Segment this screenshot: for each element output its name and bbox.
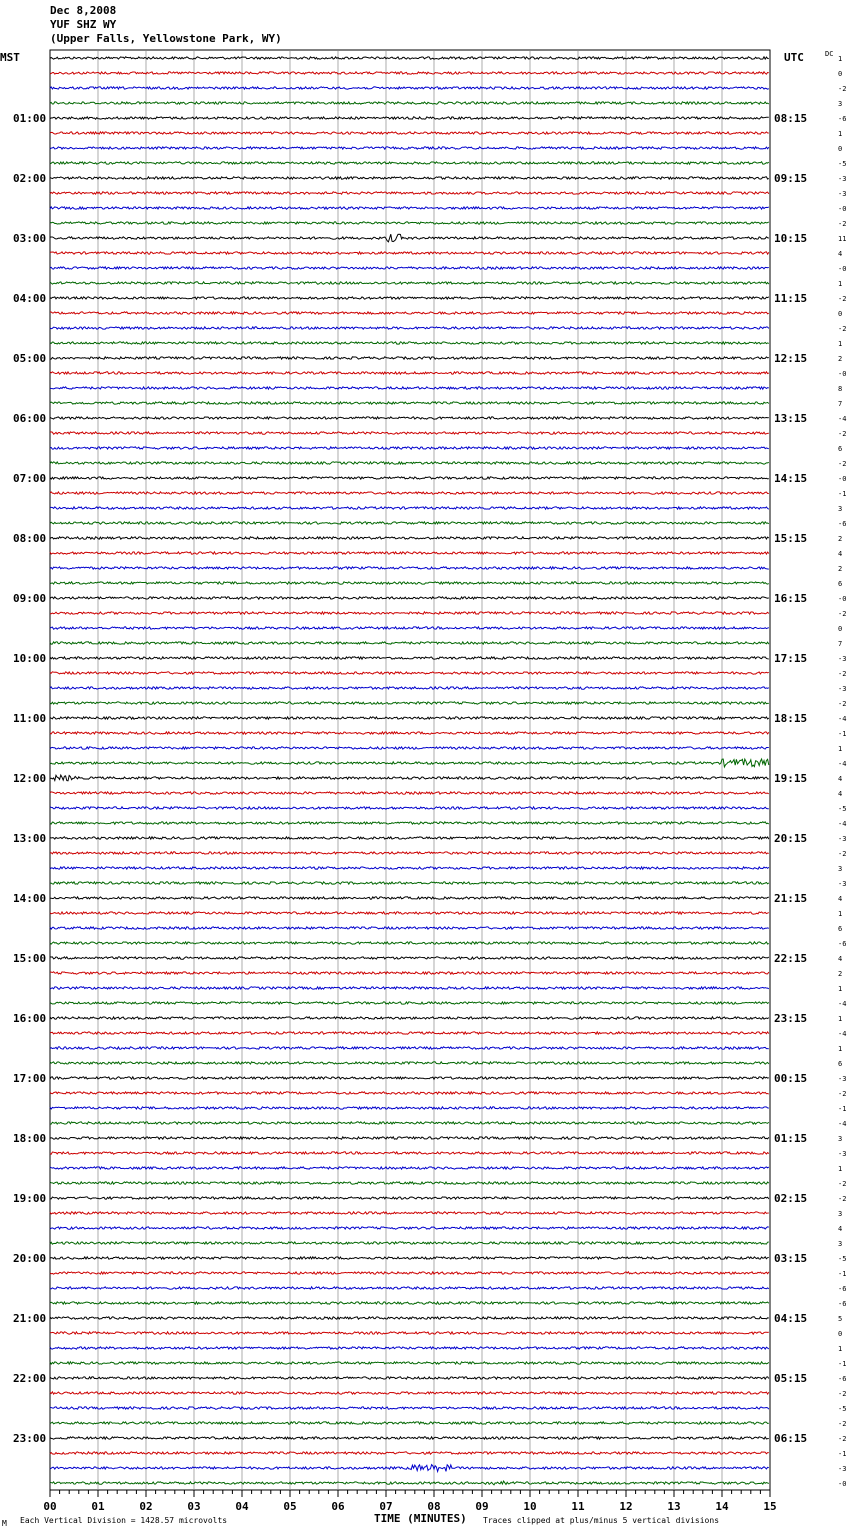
trace-row — [50, 672, 769, 674]
header-location: (Upper Falls, Yellowstone Park, WY) — [50, 32, 282, 45]
trace-row — [50, 267, 769, 269]
left-hour-label: 18:00 — [13, 1132, 47, 1145]
trace-row — [50, 1392, 769, 1394]
dc-offset-label: 3 — [838, 1135, 843, 1143]
left-hour-label: 06:00 — [13, 412, 47, 425]
dc-offset-label: -4 — [838, 820, 847, 828]
dc-offset-label: -6 — [838, 1285, 847, 1293]
dc-offset-label: 0 — [838, 1330, 843, 1338]
dc-offset-label: -3 — [838, 175, 847, 183]
right-hour-label: 17:15 — [774, 652, 808, 665]
trace-row — [50, 927, 769, 929]
dc-offset-label: -2 — [838, 850, 847, 858]
trace-row — [50, 1407, 769, 1409]
trace-row — [50, 234, 769, 242]
trace-row — [50, 1062, 769, 1064]
left-hour-label: 20:00 — [13, 1252, 47, 1265]
dc-offset-label: -5 — [838, 1405, 847, 1413]
left-hour-label: 22:00 — [13, 1372, 47, 1385]
trace-row — [50, 522, 769, 524]
trace-row — [50, 1272, 769, 1274]
dc-offset-label: -2 — [838, 295, 847, 303]
right-hour-label: 08:15 — [774, 112, 808, 125]
header-station: YUF SHZ WY — [50, 18, 117, 31]
dc-offset-label: -2 — [838, 85, 847, 93]
dc-offset-label: 2 — [838, 355, 843, 363]
trace-row — [50, 447, 769, 449]
left-hour-label: 14:00 — [13, 892, 47, 905]
x-tick-label: 01 — [91, 1500, 105, 1513]
trace-row — [50, 1302, 769, 1304]
dc-offset-label: 1 — [838, 1015, 843, 1023]
x-tick-label: 15 — [763, 1500, 777, 1513]
dc-offset-label: -0 — [838, 475, 847, 483]
left-hour-label: 23:00 — [13, 1432, 47, 1445]
left-hour-label: 16:00 — [13, 1012, 47, 1025]
x-tick-label: 06 — [331, 1500, 345, 1513]
trace-row — [50, 717, 769, 719]
right-hour-label: 18:15 — [774, 712, 808, 725]
trace-row — [50, 1257, 769, 1259]
trace-row — [50, 252, 769, 254]
x-tick-label: 10 — [523, 1500, 537, 1513]
trace-row — [50, 1047, 769, 1049]
corner-mark: M — [2, 1519, 7, 1528]
trace-row — [50, 1347, 769, 1349]
trace-row — [50, 1287, 769, 1289]
trace-row — [50, 372, 769, 374]
left-hour-label: 05:00 — [13, 352, 47, 365]
trace-row — [50, 732, 769, 734]
dc-offset-label: 3 — [838, 1210, 843, 1218]
dc-offset-label: 7 — [838, 400, 843, 408]
left-hour-label: 08:00 — [13, 532, 47, 545]
trace-row — [50, 747, 769, 749]
trace-row — [50, 132, 769, 134]
dc-offset-label: -0 — [838, 595, 847, 603]
dc-offset-label: 4 — [838, 550, 843, 558]
left-hour-label: 04:00 — [13, 292, 47, 305]
dc-offset-label: -3 — [838, 835, 847, 843]
trace-row — [50, 1122, 769, 1124]
left-zone-label: MST — [0, 51, 20, 64]
dc-offset-label: -2 — [838, 1180, 847, 1188]
x-tick-label: 08 — [427, 1500, 441, 1513]
dc-offset-label: -2 — [838, 700, 847, 708]
dc-offset-label: -4 — [838, 415, 847, 423]
trace-row — [50, 837, 769, 839]
dc-offset-label: -4 — [838, 1000, 847, 1008]
x-tick-label: 14 — [715, 1500, 729, 1513]
trace-row — [50, 1227, 769, 1229]
clip-note: Traces clipped at plus/minus 5 vertical divisions — [483, 1516, 720, 1525]
left-hour-label: 12:00 — [13, 772, 47, 785]
right-hour-label: 04:15 — [774, 1312, 808, 1325]
left-hour-label: 10:00 — [13, 652, 47, 665]
dc-offset-label: 5 — [838, 1315, 843, 1323]
trace-row — [50, 1002, 769, 1004]
dc-offset-label: 0 — [838, 310, 843, 318]
trace-row — [50, 387, 769, 389]
trace-row — [50, 702, 769, 704]
dc-offset-label: 0 — [838, 70, 843, 78]
trace-row — [50, 312, 769, 314]
dc-offset-label: 4 — [838, 955, 843, 963]
trace-row — [50, 192, 769, 194]
trace-row — [50, 57, 769, 59]
dc-offset-label: 3 — [838, 505, 843, 513]
dc-offset-label: 4 — [838, 775, 843, 783]
trace-row — [50, 582, 769, 584]
left-hour-label: 21:00 — [13, 1312, 47, 1325]
trace-row — [50, 177, 769, 179]
dc-offset-label: 4 — [838, 790, 843, 798]
dc-offset-label: -2 — [838, 1420, 847, 1428]
trace-row — [50, 432, 769, 434]
right-hour-label: 11:15 — [774, 292, 808, 305]
dc-offset-label: -6 — [838, 1375, 847, 1383]
x-tick-label: 11 — [571, 1500, 585, 1513]
dc-offset-label: -3 — [838, 190, 847, 198]
dc-offset-label: 8 — [838, 385, 843, 393]
trace-row — [50, 1317, 769, 1319]
right-hour-label: 12:15 — [774, 352, 808, 365]
right-hour-label: 01:15 — [774, 1132, 808, 1145]
right-hour-label: 03:15 — [774, 1252, 808, 1265]
trace-row — [50, 1242, 769, 1244]
right-hour-label: 00:15 — [774, 1072, 808, 1085]
dc-offset-label: -3 — [838, 1075, 847, 1083]
x-tick-label: 12 — [619, 1500, 633, 1513]
left-hour-label: 09:00 — [13, 592, 47, 605]
trace-row — [50, 1437, 769, 1439]
dc-offset-label: -6 — [838, 940, 847, 948]
right-hour-label: 13:15 — [774, 412, 808, 425]
trace-row — [50, 567, 769, 569]
x-axis-label: TIME (MINUTES) — [374, 1512, 467, 1525]
dc-offset-label: -3 — [838, 1465, 847, 1473]
trace-row — [50, 1152, 769, 1154]
right-hour-label: 14:15 — [774, 472, 808, 485]
dc-offset-label: -5 — [838, 805, 847, 813]
right-hour-label: 16:15 — [774, 592, 808, 605]
dc-offset-label: -5 — [838, 1255, 847, 1263]
x-tick-label: 09 — [475, 1500, 489, 1513]
dc-offset-label: -3 — [838, 655, 847, 663]
x-tick-label: 05 — [283, 1500, 297, 1513]
right-hour-label: 02:15 — [774, 1192, 808, 1205]
right-hour-label: 10:15 — [774, 232, 808, 245]
dc-offset-label: 7 — [838, 640, 843, 648]
dc-offset-label: -4 — [838, 1030, 847, 1038]
trace-row — [50, 1362, 769, 1364]
dc-offset-label: 6 — [838, 580, 843, 588]
trace-row — [50, 1167, 769, 1169]
dc-offset-label: -1 — [838, 490, 847, 498]
dc-offset-label: -2 — [838, 1390, 847, 1398]
trace-row — [50, 102, 769, 104]
dc-offset-label: -6 — [838, 520, 847, 528]
trace-row — [50, 1212, 769, 1214]
trace-row — [50, 867, 769, 869]
dc-offset-label: -2 — [838, 430, 847, 438]
trace-row — [50, 1017, 769, 1019]
right-hour-label: 23:15 — [774, 1012, 808, 1025]
dc-offset-label: 2 — [838, 535, 843, 543]
trace-row — [50, 1452, 769, 1454]
trace-row — [50, 1077, 769, 1079]
dc-offset-label: 1 — [838, 55, 843, 63]
right-zone-label: UTC — [784, 51, 804, 64]
dc-offset-label: -2 — [838, 325, 847, 333]
trace-row — [50, 597, 769, 599]
trace-row — [50, 1197, 769, 1199]
left-hour-label: 03:00 — [13, 232, 47, 245]
dc-offset-label: -1 — [838, 1270, 847, 1278]
trace-row — [50, 792, 769, 794]
trace-row — [50, 657, 769, 659]
trace-row — [50, 282, 769, 284]
dc-offset-label: 4 — [838, 1225, 843, 1233]
dc-offset-label: -2 — [838, 1195, 847, 1203]
trace-row — [50, 207, 769, 209]
dc-offset-label: 1 — [838, 1345, 843, 1353]
right-hour-label: 05:15 — [774, 1372, 808, 1385]
dc-offset-label: 1 — [838, 985, 843, 993]
dc-offset-label: 1 — [838, 1165, 843, 1173]
dc-offset-label: 1 — [838, 130, 843, 138]
dc-offset-label: -2 — [838, 610, 847, 618]
trace-row — [50, 1182, 769, 1184]
trace-row — [50, 357, 769, 359]
trace-row — [50, 897, 769, 899]
dc-offset-label: -0 — [838, 265, 847, 273]
dc-offset-label: 3 — [838, 100, 843, 108]
trace-row — [50, 687, 769, 689]
trace-row — [50, 957, 769, 959]
dc-offset-label: -2 — [838, 1090, 847, 1098]
trace-row — [50, 1377, 769, 1379]
dc-offset-label: -1 — [838, 730, 847, 738]
left-hour-label: 17:00 — [13, 1072, 47, 1085]
trace-row — [50, 117, 769, 119]
trace-row — [50, 882, 769, 884]
dc-offset-label: 3 — [838, 865, 843, 873]
dc-offset-label: -1 — [838, 1450, 847, 1458]
trace-row — [50, 1422, 769, 1424]
trace-row — [50, 807, 769, 809]
dc-offset-label: 1 — [838, 280, 843, 288]
trace-row — [50, 477, 769, 479]
trace-row — [50, 642, 769, 644]
dc-offset-label: -3 — [838, 1150, 847, 1158]
trace-row — [50, 87, 769, 89]
trace-row — [50, 327, 769, 329]
right-hour-label: 19:15 — [774, 772, 808, 785]
dc-offset-label: 4 — [838, 250, 843, 258]
right-hour-label: 06:15 — [774, 1432, 808, 1445]
trace-row — [50, 942, 769, 944]
dc-offset-label: -4 — [838, 1120, 847, 1128]
trace-row — [50, 1032, 769, 1034]
trace-row — [50, 1481, 769, 1485]
dc-offset-label: -0 — [838, 205, 847, 213]
trace-row — [50, 417, 769, 419]
trace-row — [50, 552, 769, 554]
trace-row — [50, 492, 769, 494]
right-hour-label: 20:15 — [774, 832, 808, 845]
trace-row — [50, 507, 769, 509]
dc-offset-label: -1 — [838, 1105, 847, 1113]
x-tick-label: 04 — [235, 1500, 249, 1513]
trace-row — [50, 72, 769, 74]
trace-row — [50, 612, 769, 614]
left-hour-label: 11:00 — [13, 712, 47, 725]
x-tick-label: 00 — [43, 1500, 57, 1513]
left-hour-label: 02:00 — [13, 172, 47, 185]
left-hour-label: 13:00 — [13, 832, 47, 845]
dc-offset-label: 1 — [838, 745, 843, 753]
right-hour-label: 09:15 — [774, 172, 808, 185]
dc-offset-label: -3 — [838, 880, 847, 888]
dc-offset-label: 2 — [838, 970, 843, 978]
dc-offset-label: -2 — [838, 1435, 847, 1443]
dc-offset-label: 6 — [838, 1060, 843, 1068]
dc-offset-label: -0 — [838, 370, 847, 378]
left-hour-label: 19:00 — [13, 1192, 47, 1205]
right-hour-label: 22:15 — [774, 952, 808, 965]
left-hour-label: 15:00 — [13, 952, 47, 965]
trace-row — [50, 462, 769, 464]
trace-row — [50, 1465, 769, 1472]
trace-row — [50, 1332, 769, 1334]
dc-offset-label: -2 — [838, 670, 847, 678]
trace-row — [50, 537, 769, 539]
dc-offset-label: -5 — [838, 160, 847, 168]
dc-offset-label: -2 — [838, 460, 847, 468]
trace-row — [50, 1107, 769, 1109]
trace-row — [50, 342, 769, 344]
left-hour-label: 07:00 — [13, 472, 47, 485]
x-tick-label: 03 — [187, 1500, 201, 1513]
dc-offset-label: -2 — [838, 220, 847, 228]
dc-offset-label: -6 — [838, 115, 847, 123]
trace-row — [50, 627, 769, 629]
trace-row — [50, 297, 769, 299]
dc-offset-label: 0 — [838, 625, 843, 633]
header-date: Dec 8,2008 — [50, 4, 117, 17]
trace-row — [50, 775, 769, 781]
dc-offset-label: 6 — [838, 925, 843, 933]
trace-row — [50, 987, 769, 989]
trace-row — [50, 162, 769, 164]
dc-label: DC — [825, 50, 834, 58]
dc-offset-label: -0 — [838, 1480, 847, 1488]
trace-row — [50, 222, 769, 224]
left-hour-label: 01:00 — [13, 112, 47, 125]
trace-row — [50, 1137, 769, 1139]
dc-offset-label: 11 — [838, 235, 847, 243]
right-hour-label: 21:15 — [774, 892, 808, 905]
dc-offset-label: 2 — [838, 565, 843, 573]
trace-row — [50, 972, 769, 974]
dc-offset-label: -4 — [838, 715, 847, 723]
x-tick-label: 13 — [667, 1500, 681, 1513]
dc-offset-label: 1 — [838, 1045, 843, 1053]
x-tick-label: 07 — [379, 1500, 393, 1513]
dc-offset-label: 1 — [838, 910, 843, 918]
dc-offset-label: 6 — [838, 445, 843, 453]
dc-offset-label: -6 — [838, 1300, 847, 1308]
x-tick-label: 02 — [139, 1500, 153, 1513]
trace-row — [50, 147, 769, 149]
dc-offset-label: 3 — [838, 1240, 843, 1248]
trace-row — [50, 822, 769, 824]
dc-offset-label: -4 — [838, 760, 847, 768]
dc-offset-label: 1 — [838, 340, 843, 348]
trace-row — [50, 852, 769, 854]
trace-row — [50, 912, 769, 914]
dc-offset-label: -1 — [838, 1360, 847, 1368]
dc-offset-label: -3 — [838, 685, 847, 693]
dc-offset-label: 4 — [838, 895, 843, 903]
trace-row — [50, 1092, 769, 1094]
scale-note: Each Vertical Division = 1428.57 microvolts — [20, 1516, 228, 1525]
trace-row — [50, 402, 769, 404]
trace-row — [50, 759, 769, 767]
dc-offset-label: 0 — [838, 145, 843, 153]
right-hour-label: 15:15 — [774, 532, 808, 545]
